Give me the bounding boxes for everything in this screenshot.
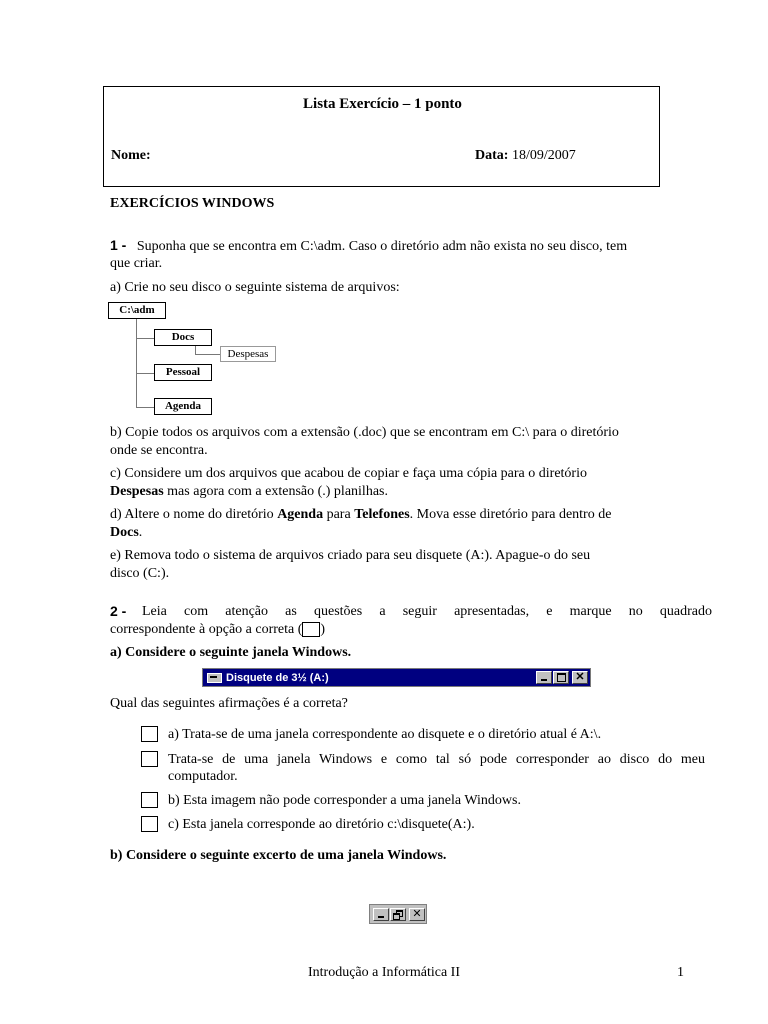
q1-item-e-line2: disco (C:).: [110, 566, 170, 581]
q1-item-c-line2: [110, 483, 388, 500]
window-title-text: Disquete de 3½ (A:): [226, 671, 329, 684]
data-field: [475, 148, 576, 164]
q1-line2: que criar.: [110, 256, 163, 271]
file-tree-diagram: [108, 300, 288, 420]
tree-branch-agenda: [136, 407, 154, 408]
window-title-bar: [202, 668, 591, 687]
q2-text-line2-pre: correspondente à opção a correta (: [110, 622, 303, 637]
q1-item-e-line1: e) Remova todo o sistema de arquivos criado para seu disquete (A:). Apague-o do seu: [110, 548, 591, 563]
data-label: Data:: [475, 148, 509, 163]
q1-text: [110, 237, 710, 255]
q1-item-d-line1: [110, 506, 611, 523]
maximize-icon: [553, 671, 569, 684]
q2-b-title: b) Considere o seguinte excerto de uma janela Windows.: [110, 848, 447, 863]
data-value: 18/09/2007: [511, 148, 576, 163]
option-2-checkbox[interactable]: [141, 751, 158, 767]
close-icon: ✕: [409, 908, 425, 921]
q1-number: 1 -: [110, 237, 127, 253]
q2-number: 2 -: [110, 603, 127, 619]
d-post: . Mova esse diretório para dentro de: [409, 507, 612, 522]
d-line2-rest: .: [138, 525, 143, 540]
option-c-checkbox[interactable]: [141, 816, 158, 832]
option-c-text: c) Esta janela corresponde ao diretório c:\disquete(A:).: [168, 817, 475, 832]
telefones-bold: Telefones: [354, 507, 410, 522]
agenda-bold: Agenda: [277, 507, 324, 522]
q1-item-b-line1: b) Copie todos os arquivos com a extensão (.doc) que se encontram em C:\ para o diretório: [110, 425, 619, 440]
q2-line1: [110, 603, 712, 620]
q1-line1: Suponha que se encontra em C:\adm. Caso o diretório adm não exista no seu disco, tem: [136, 239, 628, 254]
header-box: [103, 86, 660, 187]
page-number: 1: [677, 965, 684, 980]
despesas-bold: Despesas: [110, 484, 164, 499]
q1-item-c-line1: c) Considere um dos arquivos que acabou de copiar e faça uma cópia para o diretório: [110, 466, 587, 481]
q2-line2: [110, 621, 325, 638]
tree-node-pessoal: Pessoal: [154, 364, 212, 381]
section-title: EXERCÍCIOS WINDOWS: [110, 196, 275, 211]
q1-item-d-line2: [110, 524, 142, 541]
nome-label: Nome:: [111, 148, 151, 163]
tree-branch-pessoal: [136, 373, 154, 374]
option-2-text-line2: computador.: [168, 769, 238, 784]
option-b-checkbox[interactable]: [141, 792, 158, 808]
restore-icon: [390, 908, 406, 921]
tree-node-agenda: Agenda: [154, 398, 212, 415]
floppy-drive-icon: [207, 673, 222, 683]
tree-branch-despesas: [195, 354, 220, 355]
d-mid: para: [323, 507, 355, 522]
document-title: Lista Exercício – 1 ponto: [303, 96, 462, 112]
option-2-text-line1: Trata-se de uma janela Windows e como tal só pode corresponder ao disco do meu: [168, 752, 705, 767]
minimize-icon: [373, 908, 389, 921]
option-a-checkbox[interactable]: [141, 726, 158, 742]
d-pre: d) Altere o nome do diretório: [110, 507, 278, 522]
close-icon: ✕: [572, 671, 588, 684]
footer-course: Introdução a Informática II: [308, 965, 460, 980]
q1-item-b-line2: onde se encontra.: [110, 443, 208, 458]
tree-node-despesas: Despesas: [220, 346, 276, 362]
q1-item-a: a) Crie no seu disco o seguinte sistema de arquivos:: [110, 280, 400, 295]
q2-text-line2-post: ): [320, 622, 326, 637]
q2-text-line1: Leia com atenção as questões a seguir apresentadas, e marque no quadrado: [142, 604, 712, 619]
sample-checkbox: [302, 622, 320, 637]
tree-node-root: C:\adm: [108, 302, 166, 319]
minimize-icon: [536, 671, 552, 684]
window-controls-excerpt: [369, 904, 427, 924]
option-a-text: a) Trata-se de uma janela correspondente ao disquete e o diretório atual é A:\.: [168, 727, 602, 742]
q2-a-title: a) Considere o seguinte janela Windows.: [110, 645, 352, 660]
option-b-text: b) Esta imagem não pode corresponder a uma janela Windows.: [168, 793, 521, 808]
tree-node-docs: Docs: [154, 329, 212, 346]
c-line2-rest: mas agora com a extensão (.) planilhas.: [163, 484, 388, 499]
docs-bold: Docs: [110, 525, 139, 540]
tree-trunk-line: [136, 317, 137, 408]
tree-docs-down-line: [195, 346, 196, 354]
q2-question: Qual das seguintes afirmações é a correta?: [110, 696, 348, 711]
tree-branch-docs: [136, 338, 154, 339]
